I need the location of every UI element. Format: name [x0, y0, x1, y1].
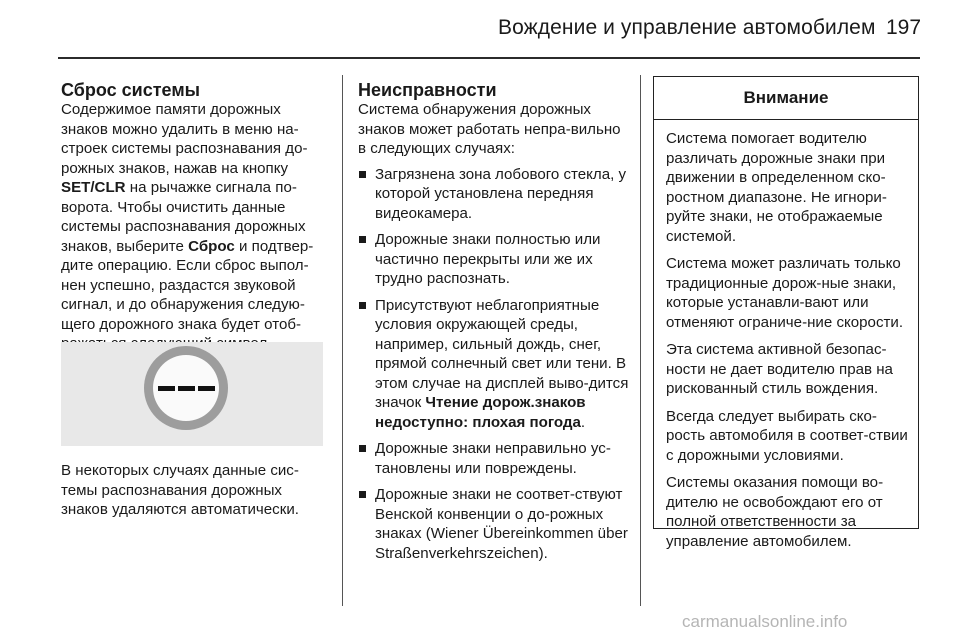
- reset-text-3: и подтвер-дите операцию. Если сброс выпол-нен успешно, раздастся звуковой сигнал, и до обнаружения следую-щего дорожного знака будет отоб-: [61, 237, 314, 333]
- warning-body: [654, 120, 918, 551]
- faults-intro: Система обнаружения дорожных знаков может работать непра-вильно в следующих случаях:: [358, 101, 621, 157]
- section-heading-reset: Сброс системы: [61, 80, 201, 100]
- reset-paragraph: [61, 100, 329, 354]
- sign-illustration: [61, 342, 323, 446]
- warning-title: Внимание: [654, 77, 918, 120]
- list-item-text: Присутствуют неблагоприятные условия окружающей среды, например, сильный дождь, снег, прямой солнечный свет или тени. В этом случае на дисплей выво-дится значок: [375, 296, 629, 411]
- page-header-title: Вождение и управление автомобилем: [498, 16, 876, 39]
- warning-paragraph: Всегда следует выбирать ско-рость автомобиля в соответ-ствии с дорожными условиями.: [666, 407, 908, 464]
- dash-mark: [178, 386, 195, 391]
- auto-clear-paragraph: [61, 461, 329, 520]
- key-set-clr: SET/CLR: [61, 179, 126, 196]
- faults-list: [358, 165, 630, 564]
- menu-item-reset: Сброс: [188, 237, 235, 255]
- section-faults: [358, 80, 630, 570]
- display-message: Чтение дорож.знаков недоступно: плохая погода: [375, 394, 586, 431]
- sign-inner-disc: [153, 355, 219, 421]
- page-number: 197: [886, 16, 922, 39]
- warning-paragraph: Системы оказания помощи во-дителю не освобождают его от полной ответственности за управление автомобилем.: [666, 474, 884, 550]
- warning-box: [653, 76, 919, 550]
- dash-mark: [198, 386, 215, 391]
- section-heading-faults: Неисправности: [358, 80, 497, 100]
- section-reset: [61, 80, 329, 354]
- list-item: Дорожные знаки не соответ-ствуют Венской конвенции о до-рожных знаках (Wiener Übereinkommen über Straßenverkehrszeichen).: [358, 485, 630, 563]
- list-item-end: .: [580, 413, 586, 431]
- reset-text-2: на рычажке сигнала по-ворота. Чтобы очистить данные системы распознавания дорожных знаков, выберите: [61, 179, 306, 255]
- list-item: Дорожные знаки неправильно ус-тановлены или повреждены.: [358, 439, 630, 478]
- list-item: Дорожные знаки полностью или частично перекрыты или же их трудно распознать.: [358, 230, 630, 289]
- auto-clear-text: В некоторых случаях данные сис-темы распознавания дорожных знаков удаляются автоматически.: [61, 462, 299, 518]
- warning-paragraph: Система может различать только традиционные дорож-ные знаки, которые устанавли-вают или отменяют ограниче-ние скорости.: [666, 255, 904, 331]
- footer-watermark: carmanualsonline.info: [682, 612, 848, 631]
- warning-paragraph: Эта система активной безопас-ности не дает водителю прав на рискованный стиль вождения.: [666, 341, 893, 397]
- no-sign-symbol-icon: [144, 346, 228, 430]
- reset-text-1: Содержимое памяти дорожных знаков можно удалить в меню на-строек системы распознавания до-рожных знаков, нажав на кнопку: [61, 101, 308, 177]
- dash-mark: [158, 386, 175, 391]
- list-item: Загрязнена зона лобового стекла, у которой установлена передняя видеокамера.: [358, 165, 630, 224]
- column-divider-right: [640, 75, 641, 606]
- column-divider-left: [342, 75, 343, 606]
- list-item: [358, 296, 630, 433]
- warning-paragraph: Система помогает водителю различать дорожные знаки при движении в определенном ско-ростном диапазоне. Не игнори-руйте знаки, не отображаемые системой.: [666, 130, 887, 245]
- header-rule: [58, 57, 920, 59]
